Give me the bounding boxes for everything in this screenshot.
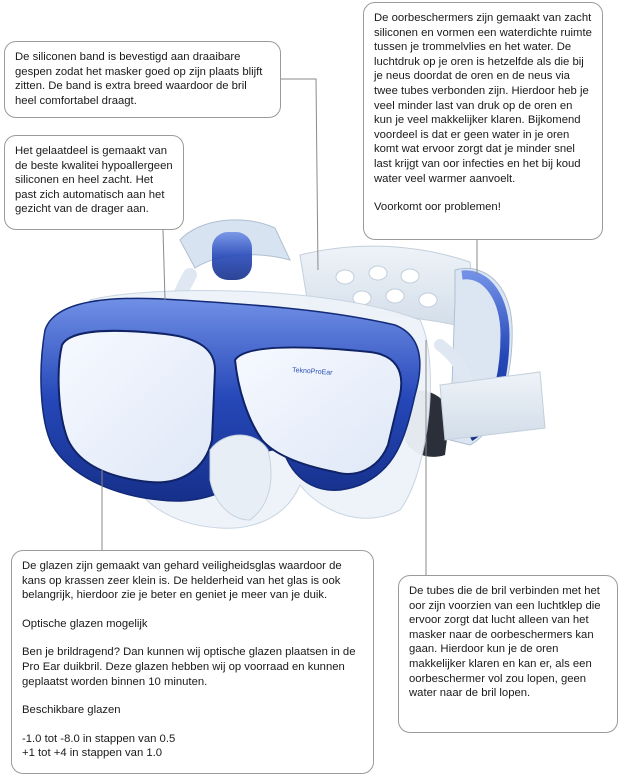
callout-lens-range-2: +1 tot +4 in stappen van 1.0 xyxy=(22,747,163,760)
mask-brand-label: TeknoProEar xyxy=(291,367,333,377)
callout-lens-optical-heading: Optische glazen mogelijk xyxy=(22,617,148,630)
callout-face-skirt xyxy=(4,135,184,230)
callout-ear-protectors xyxy=(363,2,603,240)
callout-lenses xyxy=(11,550,374,774)
callout-ear-text: De oorbeschermers zijn gemaakt van zacht siliconen en vormen een waterdichte ruimte tussen je trommelvlies en het water. De luchtdruk op je oren is hetzelfde als die bij je neus doordat de oren en de neus via twee tubes verbonden zijn. Hierdoor heb je veel minder last van druk op de oren en kun je veel makkelijker klaren. Bijkomend voordeel is dat er geen water in je oren komt wat ervoor zorgt dat je minder snel last krijgt van oor infecties en het bij koud water veel warmer aanvoelt. xyxy=(374,12,592,185)
callout-tubes-text: De tubes die de bril verbinden met het oor zijn voorzien van een luchtklep die ervoor zorgt dat lucht alleen van het masker naar de oorbeschermers kan gaan. Hierdoor kun je de oren makkelijker klaren en kan er, als een oorbeschermer vol zou lopen, geen water naar de bril lopen. xyxy=(409,585,601,700)
callout-ear-note: Voorkomt oor problemen! xyxy=(374,201,501,214)
callout-skirt-text: Het gelaatdeel is gemaakt van de beste kwalitei hypoallergeen siliconen en heel zacht. Het past zich automatisch aan het gezicht van de drager aan. xyxy=(15,145,173,216)
leader-skirt xyxy=(163,230,165,300)
callout-tubes xyxy=(398,575,618,733)
leader-band xyxy=(281,79,318,270)
callout-lens-range-1: -1.0 tot -8.0 in stappen van 0.5 xyxy=(22,732,176,745)
callout-lens-available-heading: Beschikbare glazen xyxy=(22,704,121,717)
callout-silicone-band xyxy=(4,41,281,118)
callout-lens-text: De glazen zijn gemaakt van gehard veiligheidsglas waardoor de kans op krassen zeer klein is. De helderheid van het glas is ook belangrijk, hierdoor zie je beter en geniet je meer van je duik. xyxy=(22,560,342,602)
callout-lens-optical-text: Ben je brildragend? Dan kunnen wij optische glazen plaatsen in de Pro Ear duikbril. Deze glazen hebben wij op voorraad en kunnen geplaatst worden binnen 10 minuten. xyxy=(22,646,356,688)
callout-band-text: De siliconen band is bevestigd aan draaibare gespen zodat het masker goed op zijn plaats blijft zitten. De band is extra breed waardoor de bril heel comfortabel draagt. xyxy=(15,51,263,107)
